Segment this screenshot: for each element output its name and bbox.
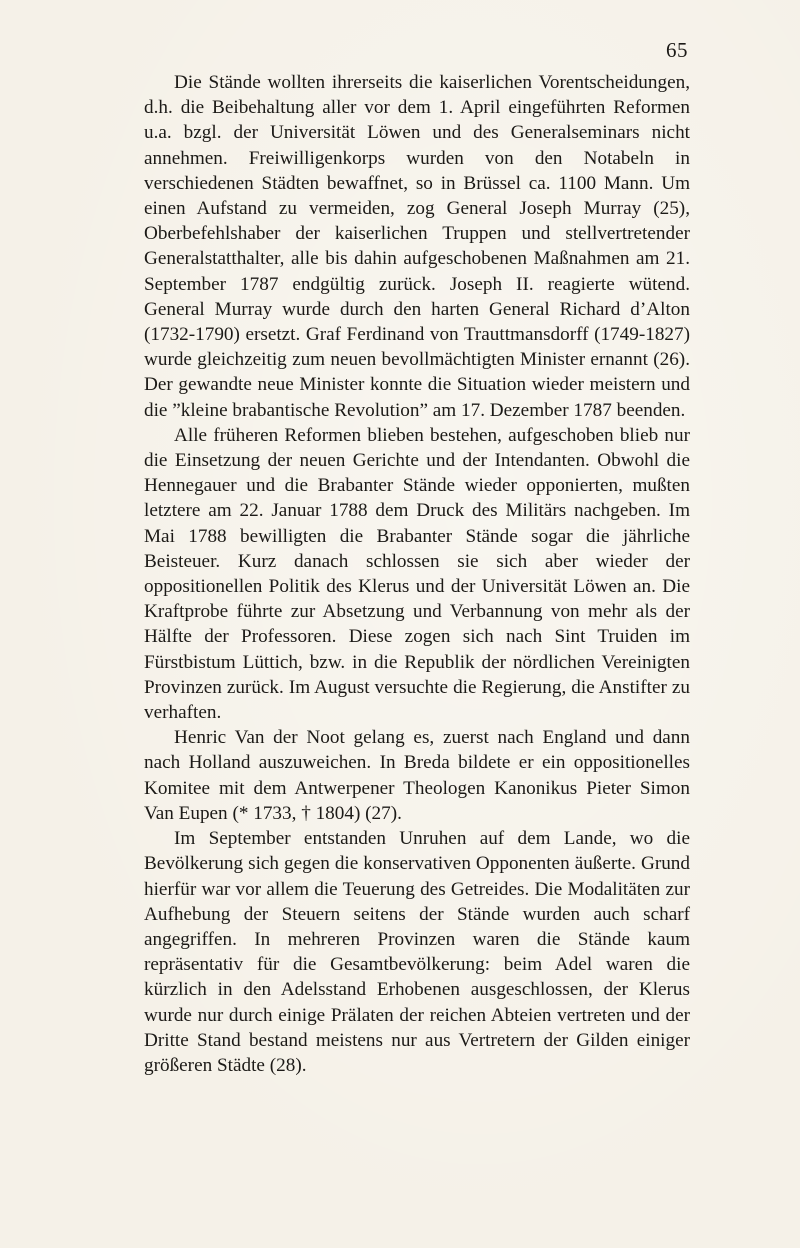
paragraph-1: Die Stände wollten ihrerseits die kaiserlichen Vorentscheidungen, d.h. die Beibehaltung aller vor dem 1. April eingeführten Reformen u.a. bzgl. der Universität Löwen und des Generalseminars nicht annehmen. Freiwilligenkorps wurden von den Notabeln in verschiedenen Städten bewaffnet, so in Brüssel ca. 1100 Mann. Um einen Aufstand zu vermeiden, zog General Joseph Murray (25), Oberbefehlshaber der kaiserlichen Truppen und stellvertretender Generalstatthalter, alle bis dahin aufgeschobenen Maßnahmen am 21. September 1787 endgültig zurück. Joseph II. reagierte wütend. General Murray wurde durch den harten General Richard d’Alton (1732-1790) ersetzt. Graf Ferdinand von Trauttmansdorff (1749-1827) wurde gleichzeitig zum neuen bevollmächtigten Minister ernannt (26). Der gewandte neue Minister konnte die Situation wieder meistern und die ”kleine brabantische Revolution” am 17. Dezember 1787 beenden. — [144, 72, 690, 421]
paragraph-2: Alle früheren Reformen blieben bestehen, aufgeschoben blieb nur die Einsetzung der neuen Gerichte und der Intendanten. Obwohl die Hennegauer und die Brabanter Stände wieder opponierten, mußten letztere am 22. Januar 1788 dem Druck des Militärs nachgeben. Im Mai 1788 bewilligten die Brabanter Stände sogar die jährliche Beisteuer. Kurz danach schlossen sie sich aber wieder der oppositionellen Politik des Klerus und der Universität Löwen an. Die Kraftprobe führte zur Absetzung und Verbannung von mehr als der Hälfte der Professoren. Diese zogen sich nach Sint Truiden im Fürstbistum Lüttich, bzw. in die Republik der nördlichen Vereinigten Provinzen zurück. Im August versuchte die Regierung, die Anstifter zu verhaften. — [144, 424, 690, 724]
page-number: 65 — [666, 38, 688, 62]
body-text — [144, 70, 690, 1078]
paragraph-3: Henric Van der Noot gelang es, zuerst nach England und dann nach Holland auszuweichen. In Breda bildete er ein oppositionelles Komitee mit dem Antwerpener Theologen Kanonikus Pieter Simon Van Eupen (* 1733, † 1804) (27). — [144, 727, 690, 824]
paragraph-4: Im September entstanden Unruhen auf dem Lande, wo die Bevölkerung sich gegen die konservativen Opponenten äußerte. Grund hierfür war vor allem die Teuerung des Getreides. Die Modalitäten zur Aufhebung der Steuern seitens der Stände wurden auch scharf angegriffen. In mehreren Provinzen waren die Stände kaum repräsentativ für die Gesamtbevölkerung: beim Adel waren die kürzlich in den Adelsstand Erhobenen ausgeschlossen, der Klerus wurde nur durch einige Prälaten der reichen Abteien vertreten und der Dritte Stand bestand meistens nur aus Vertretern der Gilden einiger größeren Städte (28). — [144, 828, 690, 1076]
